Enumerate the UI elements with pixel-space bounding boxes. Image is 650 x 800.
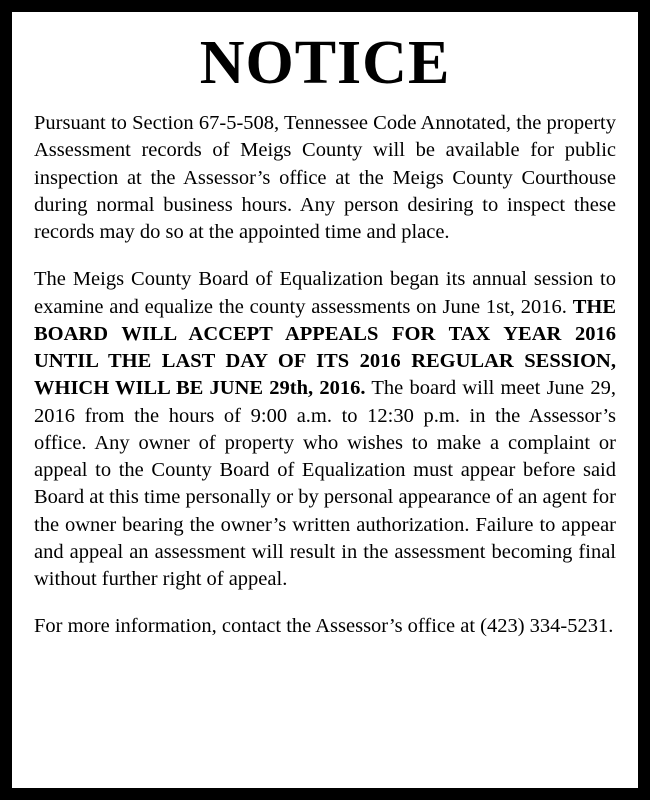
page-title: NOTICE [199, 29, 451, 97]
paragraph-lead-text: The Meigs County Board of Equalization began its annual session to examine and equalize the county assessments on June 1st, 2016. [34, 268, 616, 318]
notice-paragraph-records-availability: Pursuant to Section 67-5-508, Tennessee Code Annotated, the property Assessment records of Meigs County will be available for public inspection at the Assessor’s office at the Meigs County Courthouse during normal business hours. Any person desiring to inspect these records may do so at the appointed time and place. [34, 112, 616, 243]
paragraph-tail-text: The board will meet June 29, 2016 from the hours of 9:00 a.m. to 12:30 p.m. in the Assessor’s office. Any owner of property who wishes to make a complaint or appeal to the County Board of Equalization must appear before said Board at this time personally or by personal appearance of an agent for the owner bearing the owner’s written authorization. Failure to appear and appeal an assessment will result in the assessment becoming final without further right of appeal. [34, 377, 617, 590]
notice-body [10, 10, 640, 790]
notice-paragraph-board-of-equalization [34, 266, 616, 593]
notice-paragraph-contact-info: For more information, contact the Assessor’s office at (423) 334-5231. [34, 615, 614, 638]
paragraph-emphasis-text: THE BOARD WILL ACCEPT APPEALS FOR TAX YEAR 2016 UNTIL THE LAST DAY OF ITS 2016 REGULAR SESSION, WHICH WILL BE JUNE 29th, 2016. [34, 295, 616, 400]
